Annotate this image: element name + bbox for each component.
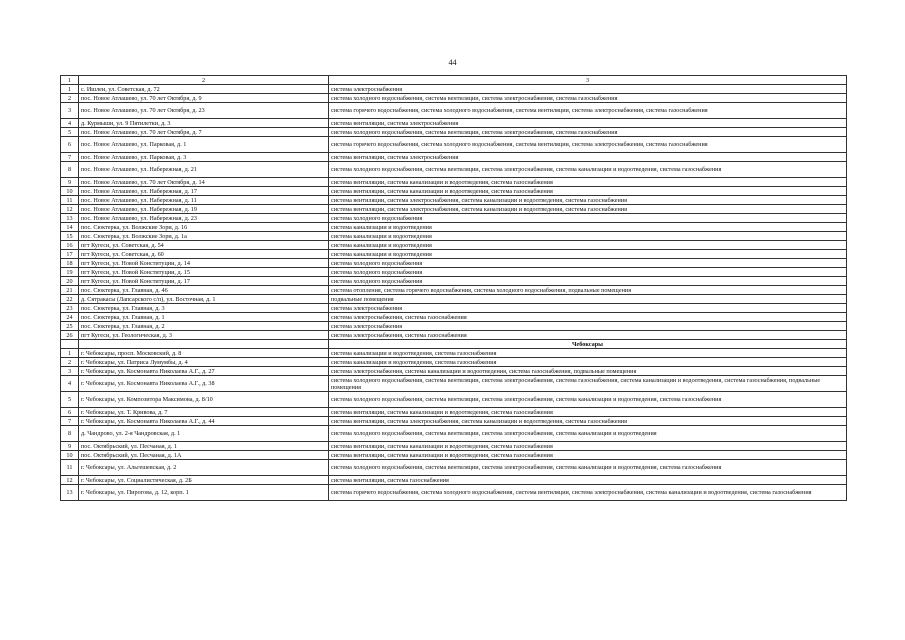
row-number: 20 (61, 277, 79, 286)
row-number: 18 (61, 259, 79, 268)
row-address: пос. Новое Атлашево, ул. Набережная, д. 19 (79, 205, 329, 214)
row-systems: система холодного водоснабжения (329, 259, 847, 268)
row-number: 2 (61, 358, 79, 367)
row-address: г. Чебоксары, ул. Космонавта Николаева А.Г., д. 44 (79, 417, 329, 426)
row-systems: система холодного водоснабжения (329, 268, 847, 277)
row-address: пос. Сюктерка, ул. Главная, д. 2 (79, 322, 329, 331)
row-number: 21 (61, 286, 79, 295)
row-number: 25 (61, 322, 79, 331)
row-systems: система вентиляции, система электроснабжения, система канализации и водоотведения, система газоснабжения (329, 205, 847, 214)
row-address: пос. Сюктерка, ул. Главная, д. 1 (79, 313, 329, 322)
row-address: пос. Новое Атлашево, ул. Парковая, д. 3 (79, 153, 329, 162)
row-systems: система холодного водоснабжения, система вентиляции, система электроснабжения, система канализации и водоотведения, система газоснабжения (329, 392, 847, 408)
row-address: пос. Сюктерка, ул. Главная, д. 3 (79, 304, 329, 313)
table-row (61, 85, 847, 94)
row-address: г. Чебоксары, ул. Космонавта Николаева А.Г., д. 27 (79, 367, 329, 376)
row-address: г. Чебоксары, ул. Пирогова, д. 12, корп. 1 (79, 485, 329, 501)
table-row (61, 250, 847, 259)
table-row (61, 162, 847, 178)
row-address: пгт Кугеси, ул. Новой Конституции, д. 15 (79, 268, 329, 277)
row-number: 22 (61, 295, 79, 304)
row-address: пос. Новое Атлашево, ул. 70 лет Октября, д. 7 (79, 128, 329, 137)
row-address: пгт Кугеси, ул. Советская, д. 54 (79, 241, 329, 250)
row-address: пос. Новое Атлашево, ул. Набережная, д. 11 (79, 196, 329, 205)
table-row (61, 205, 847, 214)
row-address: пос. Новое Атлашево, ул. Набережная, д. 21 (79, 162, 329, 178)
row-address: пос. Сюктерка, ул. Волжские Зори, д. 16 (79, 223, 329, 232)
row-systems: система электроснабжения, система газоснабжения (329, 313, 847, 322)
row-systems: система горячего водоснабжения, система холодного водоснабжения, система вентиляции, система электроснабжения, система газоснабжения (329, 137, 847, 153)
row-systems: система холодного водоснабжения (329, 277, 847, 286)
row-systems: система канализации и водоотведения, система газоснабжения (329, 358, 847, 367)
row-number: 15 (61, 232, 79, 241)
table-row (61, 460, 847, 476)
row-number: 5 (61, 128, 79, 137)
row-address: пос. Новое Атлашево, ул. Парковая, д. 1 (79, 137, 329, 153)
row-systems: система электроснабжения (329, 85, 847, 94)
row-systems: система канализации и водоотведения (329, 223, 847, 232)
row-systems: система холодного водоснабжения, система вентиляции, система электроснабжения, система канализации и водоотведения, система газоснабжения (329, 162, 847, 178)
row-number: 3 (61, 367, 79, 376)
row-systems: система горячего водоснабжения, система холодного водоснабжения, система вентиляции, система электроснабжения, система канализации и водоотведения, система газоснабжения (329, 485, 847, 501)
row-systems: система холодного водоснабжения, система вентиляции, система электроснабжения, система газоснабжения, система канализации и водоотведения, система газоснабжения, подвальные помещения (329, 376, 847, 392)
row-systems: система вентиляции, система электроснабжения (329, 119, 847, 128)
row-systems: система холодного водоснабжения, система вентиляции, система электроснабжения, система газоснабжения (329, 94, 847, 103)
row-address: пгт Кугеси, ул. Советская, д. 60 (79, 250, 329, 259)
row-address: г. Чебоксары, просп. Московский, д. 8 (79, 349, 329, 358)
row-systems: система канализации и водоотведения, система газоснабжения (329, 349, 847, 358)
row-number: 5 (61, 392, 79, 408)
table-row (61, 153, 847, 162)
table-row (61, 442, 847, 451)
table-row (61, 408, 847, 417)
row-systems: система холодного водоснабжения, система вентиляции, система электроснабжения, система канализации и водоотведения, система газоснабжения (329, 460, 847, 476)
row-systems: система электроснабжения (329, 304, 847, 313)
row-number: 23 (61, 304, 79, 313)
table-row (61, 331, 847, 340)
row-address: пгт Кугеси, ул. Геологическая, д. 3 (79, 331, 329, 340)
row-address: пгт Кугеси, ул. Новой Конституции, д. 14 (79, 259, 329, 268)
table-row (61, 451, 847, 460)
table-row (61, 286, 847, 295)
row-number: 16 (61, 241, 79, 250)
row-address: пгт Кугеси, ул. Новой Конституции, д. 17 (79, 277, 329, 286)
row-number: 4 (61, 376, 79, 392)
row-systems: система электроснабжения, система газоснабжения (329, 331, 847, 340)
table-row (61, 426, 847, 442)
table-row (61, 259, 847, 268)
row-number: 9 (61, 178, 79, 187)
row-address: пос. Новое Атлашево, ул. Набережная, д. 17 (79, 187, 329, 196)
section-empty-cell (79, 340, 329, 349)
row-systems: система вентиляции, система канализации и водоотведения, система газоснабжения (329, 408, 847, 417)
table-row (61, 358, 847, 367)
table-row (61, 196, 847, 205)
row-number: 11 (61, 196, 79, 205)
table-row (61, 103, 847, 119)
row-systems: система холодного водоснабжения, система вентиляции, система электроснабжения, система газоснабжения (329, 128, 847, 137)
row-systems: подвальные помещения (329, 295, 847, 304)
row-address: г. Чебоксары, ул. Альгешевская, д. 2 (79, 460, 329, 476)
row-number: 12 (61, 476, 79, 485)
row-number: 26 (61, 331, 79, 340)
table-row (61, 178, 847, 187)
row-systems: система вентиляции, система канализации и водоотведения, система газоснабжения (329, 442, 847, 451)
row-address: г. Чебоксары, ул. Социалистическая, д. 2Б (79, 476, 329, 485)
table-row (61, 268, 847, 277)
row-address: пос. Новое Атлашево, ул. Набережная, д. 23 (79, 214, 329, 223)
row-number: 10 (61, 451, 79, 460)
row-systems: система канализации и водоотведения (329, 232, 847, 241)
row-address: д. Чандрово, ул. 2-я Чандровская, д. 1 (79, 426, 329, 442)
row-systems: система отопления, система горячего водоснабжения, система холодного водоснабжения, подвальные помещения (329, 286, 847, 295)
row-number: 12 (61, 205, 79, 214)
row-address: д. Курмыши, ул. 9 Пятилетки, д. 3 (79, 119, 329, 128)
table-row (61, 94, 847, 103)
table-row (61, 476, 847, 485)
row-number: 1 (61, 349, 79, 358)
column-header-address: 2 (79, 76, 329, 85)
row-number: 7 (61, 153, 79, 162)
table-row (61, 313, 847, 322)
systems-table (60, 75, 847, 501)
row-systems: система вентиляции, система электроснабжения, система канализации и водоотведения, система газоснабжения (329, 417, 847, 426)
row-number: 7 (61, 417, 79, 426)
table-row (61, 417, 847, 426)
table-row (61, 277, 847, 286)
table-row (61, 295, 847, 304)
table-row (61, 304, 847, 313)
table-row (61, 376, 847, 392)
row-number: 3 (61, 103, 79, 119)
row-systems: система вентиляции, система канализации и водоотведения, система газоснабжения (329, 178, 847, 187)
row-address: пос. Октябрьский, ул. Песчаная, д. 1 (79, 442, 329, 451)
row-address: пос. Новое Атлашево, ул. 70 лет Октября, д. 9 (79, 94, 329, 103)
row-address: д. Сятракасы (Лапсарского с/п), ул. Восточная, д. 1 (79, 295, 329, 304)
table-row (61, 232, 847, 241)
table-row (61, 128, 847, 137)
row-systems: система канализации и водоотведения (329, 250, 847, 259)
table-row (61, 349, 847, 358)
row-systems: система вентиляции, система канализации и водоотведения, система газоснабжения (329, 451, 847, 460)
row-address: г. Чебоксары, ул. Т. Кривова, д. 7 (79, 408, 329, 417)
table-row (61, 485, 847, 501)
row-systems: система вентиляции, система канализации и водоотведения, система газоснабжения (329, 187, 847, 196)
row-number: 10 (61, 187, 79, 196)
column-header-systems: 3 (329, 76, 847, 85)
row-address: пос. Октябрьский, ул. Песчаная, д. 1А (79, 451, 329, 460)
row-address: с. Ишлеи, ул. Советская, д. 72 (79, 85, 329, 94)
row-number: 8 (61, 162, 79, 178)
table-row (61, 392, 847, 408)
row-number: 6 (61, 408, 79, 417)
row-number: 4 (61, 119, 79, 128)
table-row (61, 223, 847, 232)
row-number: 1 (61, 85, 79, 94)
section-empty-cell (61, 340, 79, 349)
section-title: Чебоксары (329, 340, 847, 349)
row-address: пос. Сюктерка, ул. Волжские Зори, д. 1а (79, 232, 329, 241)
row-address: пос. Новое Атлашево, ул. 70 лет Октября, д. 23 (79, 103, 329, 119)
row-number: 24 (61, 313, 79, 322)
row-systems: система канализации и водоотведения (329, 241, 847, 250)
row-address: г. Чебоксары, ул. Композитора Максимова, д. 8/10 (79, 392, 329, 408)
row-number: 9 (61, 442, 79, 451)
row-systems: система вентиляции, система электроснабжения, система канализации и водоотведения, система газоснабжения (329, 196, 847, 205)
row-systems: система вентиляции, система электроснабжения (329, 153, 847, 162)
row-number: 19 (61, 268, 79, 277)
row-systems: система холодного водоснабжения, система вентиляции, система электроснабжения, система канализации и водоотведения (329, 426, 847, 442)
page-number: 44 (448, 58, 457, 67)
row-number: 8 (61, 426, 79, 442)
table-row (61, 119, 847, 128)
row-address: г. Чебоксары, ул. Космонавта Николаева А.Г., д. 38 (79, 376, 329, 392)
row-number: 2 (61, 94, 79, 103)
row-systems: система электроснабжения, система канализации и водоотведения, система газоснабжения, подвальные помещения (329, 367, 847, 376)
row-number: 17 (61, 250, 79, 259)
row-address: пос. Новое Атлашево, ул. 70 лет Октября, д. 14 (79, 178, 329, 187)
row-address: пос. Сюктерка, ул. Главная, д. 46 (79, 286, 329, 295)
row-systems: система холодного водоснабжения (329, 214, 847, 223)
row-number: 13 (61, 214, 79, 223)
row-number: 14 (61, 223, 79, 232)
table-row (61, 241, 847, 250)
row-systems: система горячего водоснабжения, система холодного водоснабжения, система вентиляции, система электроснабжения, система газоснабжения (329, 103, 847, 119)
row-number: 13 (61, 485, 79, 501)
table-row (61, 214, 847, 223)
row-address: г. Чебоксары, ул. Патриса Лумумбы, д. 4 (79, 358, 329, 367)
row-number: 6 (61, 137, 79, 153)
row-systems: система вентиляции, система газоснабжения (329, 476, 847, 485)
row-systems: система электроснабжения (329, 322, 847, 331)
section-row (61, 340, 847, 349)
column-header-number: 1 (61, 76, 79, 85)
table-row (61, 187, 847, 196)
table-row (61, 137, 847, 153)
table-row (61, 322, 847, 331)
row-number: 11 (61, 460, 79, 476)
table-header-row (61, 76, 847, 85)
table-row (61, 367, 847, 376)
